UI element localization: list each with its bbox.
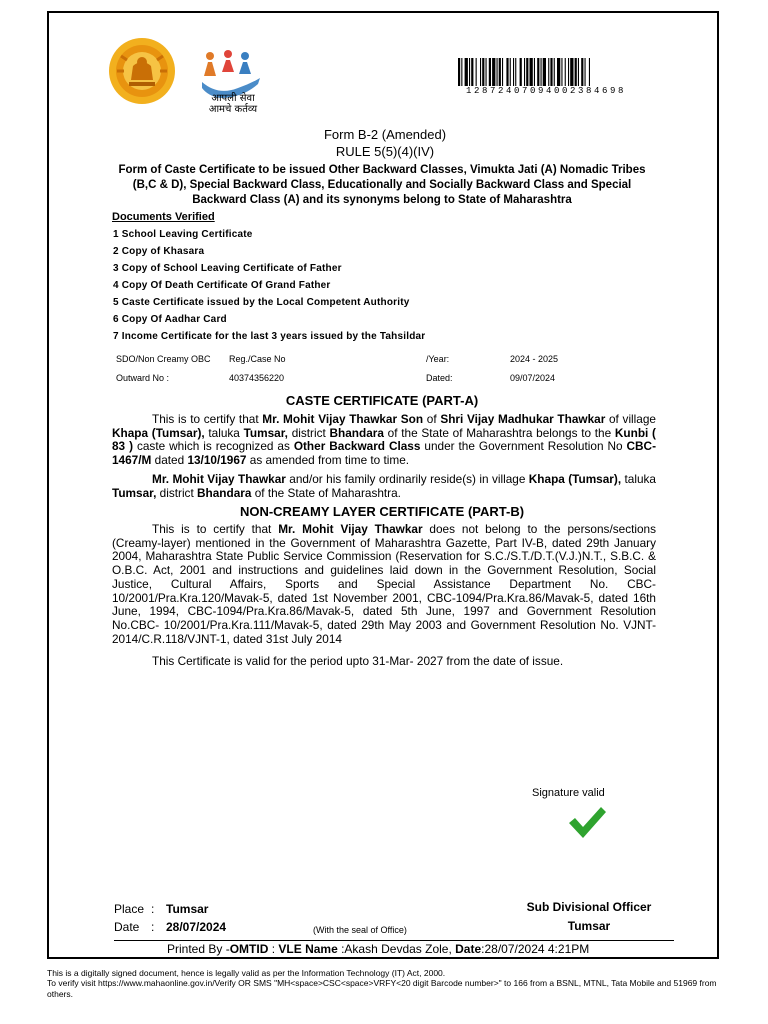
outward-label: Outward No : bbox=[116, 373, 170, 383]
date-label: Date bbox=[114, 920, 140, 934]
maharashtra-emblem-icon bbox=[107, 36, 177, 106]
date-value: 28/07/2024 bbox=[166, 920, 227, 934]
place-label: Place bbox=[114, 902, 145, 916]
year-value: 2024 - 2025 bbox=[510, 354, 559, 364]
document-item: 7 Income Certificate for the last 3 years issued by the Tahsildar bbox=[113, 331, 426, 342]
form-rule: RULE 5(5)(4)(IV) bbox=[335, 144, 435, 159]
document-item: 2 Copy of Khasara bbox=[113, 246, 205, 257]
outward-value: 40374356220 bbox=[229, 373, 285, 383]
dated-value: 09/07/2024 bbox=[510, 373, 556, 383]
form-subtitle: Form of Caste Certificate to be issued Other Backward Classes, Vimukta Jati (A) Nomadic Tribes (B,C & D), Special Backward Class, Educationally and Socially Backward Class and Special Backward Class (A) and its synonyms belong to State of Maharashtra bbox=[118, 164, 646, 206]
place-value: Tumsar bbox=[166, 902, 209, 916]
part-a-residence-paragraph: Mr. Mohit Vijay Thawkar and/or his family ordinarily reside(s) in village Khapa (Tumsar), taluka Tumsar, district Bhandara of the State of Maharashtra. bbox=[112, 472, 656, 500]
barcode-icon bbox=[458, 58, 690, 86]
document-item: 1 School Leaving Certificate bbox=[113, 229, 253, 240]
reg-label: Reg./Case No bbox=[229, 354, 286, 364]
document-item: 6 Copy Of Aadhar Card bbox=[113, 314, 227, 325]
part-b-paragraph: This is to certify that Mr. Mohit Vijay Thawkar does not belong to the persons/sections (Creamy-layer) mentioned in the Government of Maharashtra Gazette, Part IV-B, dated 29th January 2004, Maharashtra State Public Service Commission (Reservation for S.C./S.T./D.T.(V.J.)N.T., S.B.C. & O.B.C. Act, 2001 and instructions and guidelines laid down in the Government Resolution, Social Justice, Cultural Affairs, Sports and Special Assistance Department No. CBC-10/2001/Pra.Kra.120/Mavak-5, dated 1st November 2001, CBC-1094/Pra.Kra.86/Mavak-5, dated 16th June, 1994, CBC-1094/Pra.Kra.86/Mavak-5, dated 5th June, 1997 and Government Resolution No.CBC- 10/2001/Pra.Kra.111/Mavak-5, dated 29th May 2003 and Government Resolution No. VJNT-2014/C.R.118/VJNT-1, dated 31st July 2014 bbox=[112, 522, 657, 646]
divider bbox=[114, 940, 674, 941]
validity-text: This Certificate is valid for the period upto 31-Mar- 2027 from the date of issue. bbox=[152, 654, 564, 668]
dated-label: Dated: bbox=[426, 373, 453, 383]
part-a-paragraph: This is to certify that Mr. Mohit Vijay Thawkar Son of Shri Vijay Madhukar Thawkar of village Khapa (Tumsar), taluka Tumsar, district Bhandara of the State of Maharashtra belongs to the Kunbi ( 83 ) caste which is recognized as Other Backward Class under the Government Resolution No CBC-1467/M dated 13/10/1967 as amended from time to time. bbox=[112, 412, 657, 468]
footnote-line: To verify visit https://www.mahaonline.gov.in/Verify OR SMS "MH<space>CSC<space>VRFY<20 digit Barcode number>" to 166 from a BSNL, MTNL, Tata Mobile and 51969 from others. bbox=[47, 978, 717, 999]
document-item: 3 Copy of School Leaving Certificate of Father bbox=[113, 263, 342, 274]
documents-heading: Documents Verified bbox=[112, 211, 215, 223]
form-title: Form B-2 (Amended) bbox=[323, 127, 447, 142]
signing-office-place: Tumsar bbox=[567, 919, 611, 933]
signing-officer: Sub Divisional Officer bbox=[526, 900, 652, 914]
signature-status: Signature valid bbox=[532, 787, 605, 799]
printed-by-line: Printed By -OMTID : VLE Name :Akash Devdas Zole, Date:28/07/2024 4:21PM bbox=[167, 942, 590, 956]
check-mark-icon bbox=[567, 805, 607, 841]
colon: : bbox=[151, 902, 155, 916]
part-b-heading: NON-CREAMY LAYER CERTIFICATE (PART-B) bbox=[239, 504, 525, 519]
part-a-heading: CASTE CERTIFICATE (PART-A) bbox=[285, 393, 479, 408]
barcode-number: 12872407094002384698 bbox=[466, 86, 627, 96]
office-label: SDO/Non Creamy OBC bbox=[116, 354, 211, 364]
year-label: /Year: bbox=[426, 354, 450, 364]
document-item: 5 Caste Certificate issued by the Local Competent Authority bbox=[113, 297, 410, 308]
document-item: 4 Copy Of Death Certificate Of Grand Father bbox=[113, 280, 331, 291]
footnote-line: This is a digitally signed document, hence is legally valid as per the Information Technology (IT) Act, 2000. bbox=[47, 968, 446, 978]
logo-caption: आपली सेवा आमचे कर्तव्य bbox=[208, 93, 258, 115]
seal-note: (With the seal of Office) bbox=[313, 925, 407, 935]
colon: : bbox=[151, 920, 155, 934]
verification-footnote bbox=[47, 968, 727, 999]
